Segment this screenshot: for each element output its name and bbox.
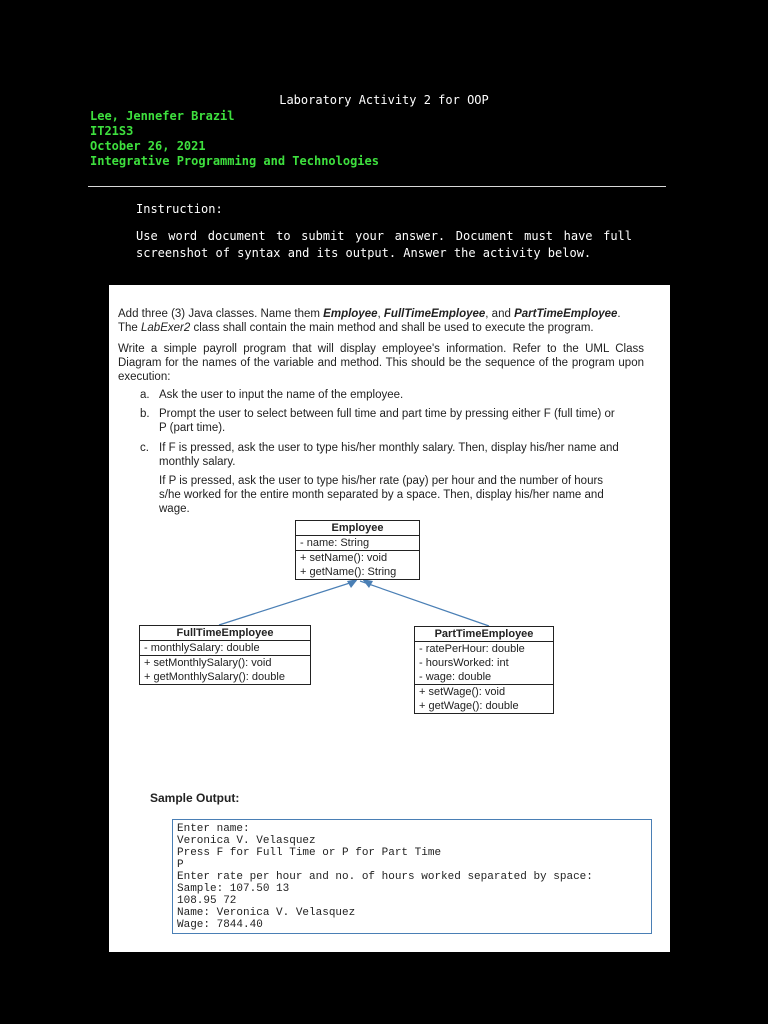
list-item-text: Prompt the user to select between full time and part time by pressing either F (full time) or P (part time). — [159, 408, 615, 434]
submission-date: October 26, 2021 — [90, 139, 206, 153]
student-name: Lee, Jennefer Brazil — [90, 109, 235, 123]
uml-class-name: Employee — [296, 521, 419, 536]
inheritance-arrowhead — [347, 579, 358, 588]
list-item-label: c. — [140, 442, 149, 454]
uml-class-fulltime — [139, 625, 311, 685]
console-line: Sample: 107.50 13 — [177, 883, 290, 895]
activity-sheet — [109, 285, 670, 952]
instruction-heading: Instruction: — [136, 202, 223, 216]
course-name: Integrative Programming and Technologies — [90, 154, 379, 168]
list-item-text: Ask the user to input the name of the employee. — [159, 389, 404, 401]
list-item-text: If P is pressed, ask the user to type his/her rate (pay) per hour and the number of hours s/he worked for the entire month separated by a space. Then, display his/her name and wage. — [159, 475, 604, 515]
p1-text: class shall contain the main method and shall be used to execute the program. — [190, 322, 594, 334]
uml-methods — [296, 550, 419, 579]
inheritance-arrowhead — [362, 579, 373, 588]
console-line: Wage: 7844.40 — [177, 919, 263, 931]
sample-output-label: Sample Output: — [150, 791, 240, 805]
p1-sep: , and — [485, 308, 515, 320]
list-item-label: b. — [140, 408, 150, 420]
activity-paragraph-2: Write a simple payroll program that will display employee's information. Refer to the UML Class Diagram for the names of the variable and method. This should be the sequence of the program upon execution: — [118, 343, 644, 383]
uml-class-employee — [295, 520, 420, 580]
student-info — [90, 109, 379, 169]
uml-class-name: PartTimeEmployee — [415, 627, 553, 642]
list-item-label: a. — [140, 389, 150, 401]
horizontal-divider — [88, 186, 666, 187]
uml-method: + setMonthlySalary(): void — [144, 657, 272, 669]
uml-attribute: - name: String — [300, 537, 370, 549]
p1-text: Add three (3) Java classes. Name them — [118, 308, 324, 320]
class-name-fulltime: FullTimeEmployee — [383, 308, 486, 320]
class-name-labexer2: LabExer2 — [141, 322, 191, 334]
uml-attribute: - hoursWorked: int — [419, 657, 509, 669]
uml-method: + getName(): String — [300, 566, 397, 578]
uml-attributes — [415, 642, 553, 684]
document-title: Laboratory Activity 2 for OOP — [279, 93, 489, 107]
uml-attribute: - monthlySalary: double — [144, 642, 260, 654]
p1-end: . — [617, 308, 621, 320]
inheritance-line-fulltime — [219, 581, 356, 625]
uml-attributes — [296, 536, 419, 550]
uml-method: + setName(): void — [300, 552, 388, 564]
sample-output-console — [172, 819, 652, 934]
uml-class-name: FullTimeEmployee — [140, 626, 310, 641]
p1-sep: , — [377, 308, 384, 320]
uml-attribute: - ratePerHour: double — [419, 643, 525, 655]
uml-method: + getMonthlySalary(): double — [144, 671, 285, 683]
uml-attributes — [140, 641, 310, 655]
console-line: Veronica V. Velasquez — [177, 835, 316, 847]
instruction-body: Use word document to submit your answer. Document must have full screenshot of syntax and its output. Answer the activity below. — [136, 229, 632, 260]
class-name-employee: Employee — [323, 308, 378, 320]
uml-method: + getWage(): double — [419, 700, 519, 712]
list-item-text: If F is pressed, ask the user to type his/her monthly salary. Then, display his/her name and monthly salary. — [159, 442, 619, 468]
class-name-parttime: PartTimeEmployee — [514, 308, 618, 320]
console-line: Enter name: — [177, 823, 250, 835]
console-line: Name: Veronica V. Velasquez — [177, 907, 356, 919]
console-line: 108.95 72 — [177, 895, 237, 907]
console-line: Press F for Full Time or P for Part Time — [177, 847, 442, 859]
uml-methods — [140, 655, 310, 684]
p1-text: The — [118, 322, 142, 334]
uml-method: + setWage(): void — [419, 686, 506, 698]
student-section: IT21S3 — [90, 124, 134, 138]
console-line: P — [177, 859, 184, 871]
uml-methods — [415, 684, 553, 713]
inheritance-line-parttime — [360, 581, 489, 626]
uml-class-parttime — [414, 626, 554, 714]
uml-attribute: - wage: double — [419, 671, 492, 683]
console-line: Enter rate per hour and no. of hours worked separated by space: — [177, 871, 593, 883]
